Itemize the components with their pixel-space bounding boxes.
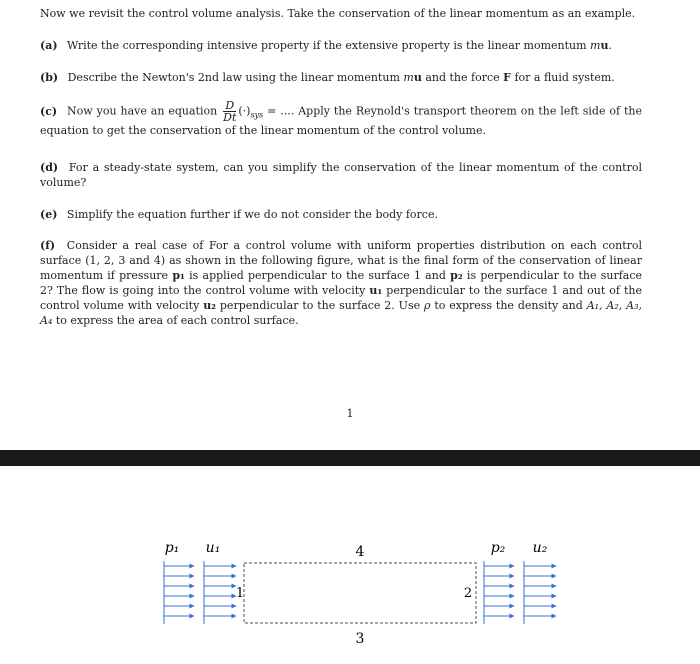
page-number: 1 [346, 407, 354, 420]
pressure-p2: p₂ [450, 269, 463, 282]
question-b-text-3: for a fluid system. [514, 71, 615, 84]
question-f: (f) Consider a real case of For a control volume with uniform properties distribution on each control surface (1, 2, 3 and 4) as shown in the following figure, what is the final form of the conservation of linear momentum if pressure p₁ is applied perpendicular to the surface 1 and p₂ is perpendicular to the surface 2? The flow is going into the control volume with velocity u₁ perpendicular to the surface 1 and out of the control volume with velocity u₂ perpendicular to the surface 2. Use ρ to express the density and A₁, A₂, A₃, A₄ to express the area of each control surface. [40, 239, 643, 327]
question-e-label: (e) [40, 208, 58, 221]
density-rho: ρ [423, 299, 431, 312]
question-b-math-1: mu [403, 71, 422, 84]
question-a: (a) Write the corresponding intensive property if the extensive property is the linear momentum mu. [40, 39, 612, 52]
question-c-text-1: Now you have an equation [67, 104, 218, 118]
question-a-text: Write the corresponding intensive property if the extensive property is the linear momentum [67, 39, 587, 52]
question-a-label: (a) [40, 39, 58, 52]
surface-4-label: 4 [355, 544, 365, 560]
arrow-groups [164, 561, 556, 624]
question-e [40, 207, 642, 222]
question-d-label: (d) [40, 161, 59, 174]
question-c-text-2: = .... Apply the Reynold's transport theorem on the left side of the equation to get the conservation of the linear momentum of the control volume. [40, 104, 643, 137]
page-divider [0, 450, 700, 466]
pressure-p1: p₁ [172, 269, 185, 282]
question-c-label: (c) [40, 104, 58, 118]
velocity-u2: u₂ [203, 299, 217, 312]
control-volume-box [244, 563, 476, 623]
question-c: (c) Now you have an equation $\frac{D}{Dt}$ $(\cdot)_{sys}$ = .... Apply the Reynold's transport theorem on the left side of the equation to get the conservation of the linear momentum of the control volume. [40, 99, 643, 137]
question-b-label: (b) [40, 71, 59, 84]
area-symbols: A₁, A₂, A₃, A₄ [40, 299, 642, 327]
label-u1: u₁ [205, 540, 221, 556]
surface-3-label: 3 [355, 631, 365, 647]
intro-text: Now we revisit the control volume analysis. Take the conservation of the linear momentum as an example. [40, 7, 636, 20]
question-d [40, 160, 642, 190]
question-b-math-2: F [503, 71, 511, 84]
p1-arrows [164, 561, 194, 624]
surface-1-label: 1 [235, 586, 245, 601]
question-b-text-1: Describe the Newton's 2nd law using the linear momentum [67, 71, 400, 84]
control-volume-diagram [0, 466, 700, 660]
label-p2: p₂ [490, 540, 506, 556]
question-d-text: For a steady-state system, can you simplify the conservation of the linear momentum of the control volume? [40, 161, 642, 189]
label-u2: u₂ [532, 540, 548, 556]
p2-arrows [484, 561, 514, 624]
material-derivative-fraction: $\frac{D}{Dt}$ [223, 99, 237, 124]
control-volume-figure [0, 466, 700, 660]
question-e-text: Simplify the equation further if we do not consider the body force. [66, 208, 438, 221]
system-term: (·) [238, 104, 251, 118]
surface-2-label: 2 [463, 586, 473, 601]
question-b-text-2: and the force [425, 71, 500, 84]
label-p1: p₁ [164, 540, 180, 556]
velocity-u1: u₁ [369, 284, 383, 297]
question-f-label: (f) [40, 239, 56, 252]
question-b [40, 70, 642, 85]
question-a-math: mu [590, 39, 609, 52]
u1-arrows [204, 561, 236, 624]
u2-arrows [524, 561, 556, 624]
